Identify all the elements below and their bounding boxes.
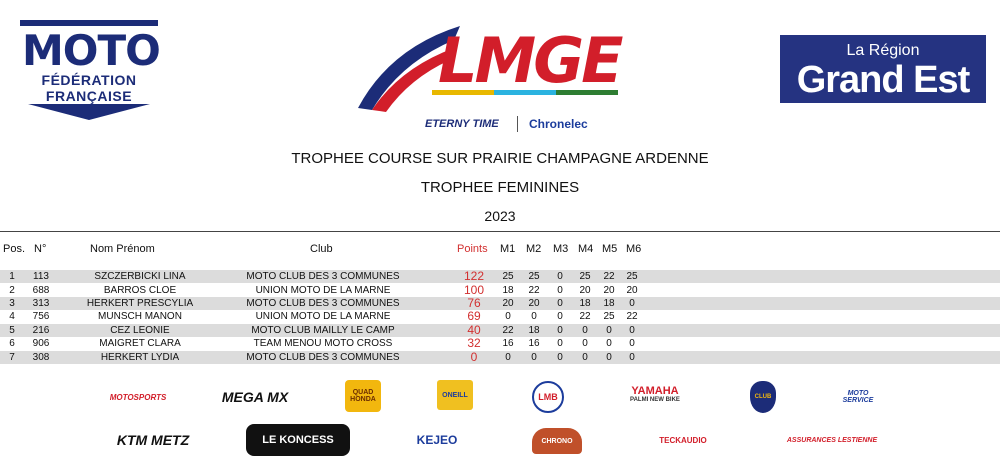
region-line1: La Région — [846, 42, 920, 59]
cell-m6: 20 — [626, 285, 638, 296]
table-row — [0, 351, 1000, 364]
sponsor-name: LMB — [538, 392, 558, 402]
table-row — [0, 270, 1000, 283]
sponsor-name: LE KONCESS — [262, 434, 334, 446]
col-header-pos: Pos. — [3, 243, 26, 255]
cell-m6: 25 — [626, 271, 638, 282]
sponsor-ktm-metz-logo — [114, 430, 192, 450]
sponsor-lestienne-logo — [782, 432, 882, 448]
cell-m3: 0 — [557, 325, 563, 336]
cell-m2: 16 — [528, 338, 540, 349]
cell-m6: 0 — [629, 352, 635, 363]
cell-m4: 20 — [579, 285, 591, 296]
cell-m1: 20 — [502, 298, 514, 309]
cell-m3: 0 — [557, 298, 563, 309]
sponsor-name: MOTOSPORTS — [109, 392, 167, 402]
cell-club: MOTO CLUB MAILLY LE CAMP — [251, 325, 395, 336]
col-header-m4: M4 — [578, 243, 594, 255]
table-row — [0, 337, 1000, 350]
cell-pos: 6 — [9, 338, 15, 349]
page-title: TROPHEE COURSE SUR PRAIRIE CHAMPAGNE ARDENNE — [291, 150, 709, 167]
cell-m4: 0 — [582, 325, 588, 336]
cell-m5: 20 — [603, 285, 615, 296]
sponsor-name: MEGA MX — [221, 389, 289, 405]
cell-m3: 0 — [557, 271, 563, 282]
cell-m5: 18 — [603, 298, 615, 309]
sponsor-quad-logo — [345, 380, 381, 412]
sponsor-moto-service-logo — [834, 386, 882, 408]
cell-num: 113 — [33, 271, 49, 282]
col-header-m1: M1 — [500, 243, 516, 255]
cell-points: 40 — [467, 323, 481, 337]
lmge-logo — [350, 18, 650, 118]
timing-sponsors — [425, 116, 625, 136]
sponsor-sub: PALMI NEW BIKE — [630, 397, 680, 403]
header-divider — [0, 231, 1000, 232]
table-row — [0, 284, 1000, 297]
cell-club: MOTO CLUB DES 3 COMMUNES — [246, 271, 400, 282]
sponsor-motosports-logo — [109, 382, 167, 412]
cell-m3: 0 — [557, 311, 563, 322]
cell-m5: 0 — [606, 352, 612, 363]
cell-m3: 0 — [557, 338, 563, 349]
table-row — [0, 297, 1000, 310]
col-header-m5: M5 — [602, 243, 618, 255]
cell-club: UNION MOTO DE LA MARNE — [255, 285, 391, 296]
cell-m6: 22 — [626, 311, 638, 322]
cell-name: HERKERT PRESCYLIA — [86, 298, 194, 309]
cell-name: MAIGRET CLARA — [99, 338, 181, 349]
cell-m2: 18 — [528, 325, 540, 336]
sponsor-name: QUAD HONDA — [350, 389, 376, 403]
ffm-line2: FRANÇAISE — [45, 88, 133, 104]
ffm-logo — [18, 18, 160, 120]
cell-m3: 0 — [557, 285, 563, 296]
sponsor-yamaha-logo — [622, 385, 688, 409]
cell-points: 32 — [467, 336, 481, 350]
cell-m6: 0 — [629, 338, 635, 349]
cell-m6: 0 — [629, 325, 635, 336]
chronelec-logo: Chronelec — [529, 117, 588, 131]
sponsor-oneill-logo — [437, 380, 473, 410]
cell-num: 216 — [32, 325, 50, 336]
cell-m2: 0 — [531, 311, 537, 322]
eterny-time-logo: ETERNY TIME — [425, 118, 499, 130]
cell-pos: 3 — [9, 298, 15, 309]
sponsor-club-shield-logo — [750, 381, 776, 413]
cell-m1: 18 — [502, 285, 514, 296]
sponsor-name: CHRONO — [541, 437, 573, 445]
region-line2: Grand Est — [796, 59, 970, 101]
col-header-m3: M3 — [553, 243, 569, 255]
cell-points: 76 — [467, 296, 481, 310]
cell-name: CEZ LEONIE — [110, 325, 170, 336]
sponsor-name: KTM METZ — [116, 432, 190, 448]
cell-pos: 2 — [9, 285, 15, 296]
cell-num: 313 — [32, 298, 50, 309]
cell-club: UNION MOTO DE LA MARNE — [255, 311, 391, 322]
cell-points: 0 — [470, 350, 478, 364]
sponsor-name: ONEILL — [442, 391, 468, 399]
cell-pos: 5 — [9, 325, 15, 336]
cell-m4: 0 — [582, 352, 588, 363]
cell-points: 69 — [467, 309, 481, 323]
cell-name: BARROS CLOE — [103, 285, 177, 296]
col-header-num: N° — [34, 243, 47, 255]
sponsor-chrono-logo — [532, 428, 582, 454]
cell-m1: 0 — [505, 352, 511, 363]
cell-m2: 22 — [528, 285, 540, 296]
table-row — [0, 324, 1000, 337]
cell-points: 122 — [463, 269, 485, 283]
cell-num: 308 — [32, 352, 50, 363]
cell-name: MUNSCH MANON — [98, 311, 182, 322]
cell-m4: 18 — [579, 298, 591, 309]
col-header-m6: M6 — [626, 243, 642, 255]
cell-m2: 20 — [528, 298, 540, 309]
table-row — [0, 310, 1000, 323]
sponsor-name: ASSURANCES LESTIENNE — [786, 436, 878, 444]
sponsor-name: KEJEO — [416, 433, 458, 447]
cell-club: MOTO CLUB DES 3 COMMUNES — [246, 352, 400, 363]
cell-points: 100 — [463, 283, 485, 297]
cell-m5: 25 — [603, 311, 615, 322]
cell-num: 688 — [32, 285, 50, 296]
cell-m1: 25 — [502, 271, 514, 282]
cell-m1: 16 — [502, 338, 514, 349]
sponsor-megamx-logo — [218, 384, 292, 410]
sponsor-name: MOTO SERVICE — [842, 390, 874, 404]
ffm-line1: FÉDÉRATION — [41, 72, 137, 88]
cell-club: TEAM MENOU MOTO CROSS — [253, 338, 393, 349]
cell-m4: 22 — [579, 311, 591, 322]
col-header-points: Points — [457, 243, 488, 255]
cell-num: 906 — [32, 338, 50, 349]
cell-m1: 22 — [502, 325, 514, 336]
col-header-name: Nom Prénom — [90, 243, 155, 255]
sponsor-lmb-logo — [532, 381, 564, 413]
cell-club: MOTO CLUB DES 3 COMMUNES — [246, 298, 400, 309]
cell-name: HERKERT LYDIA — [100, 352, 180, 363]
sponsor-name: TECKAUDIO — [659, 435, 707, 445]
cell-name: SZCZERBICKI LINA — [94, 271, 186, 282]
cell-pos: 4 — [9, 311, 15, 322]
sponsor-name: CLUB — [754, 394, 772, 400]
sponsor-le-koncess-logo — [246, 424, 350, 456]
sponsor-kejeo-logo — [406, 430, 468, 450]
divider — [517, 116, 518, 132]
cell-m5: 22 — [603, 271, 615, 282]
cell-m5: 0 — [606, 325, 612, 336]
cell-m2: 0 — [531, 352, 537, 363]
cell-num: 756 — [32, 311, 50, 322]
cell-m2: 25 — [528, 271, 540, 282]
season-year: 2023 — [484, 208, 516, 224]
cell-pos: 7 — [9, 352, 15, 363]
cell-m4: 0 — [582, 338, 588, 349]
lmge-text: LMGE — [438, 24, 621, 97]
cell-m1: 0 — [505, 311, 511, 322]
cell-m5: 0 — [606, 338, 612, 349]
col-header-club: Club — [310, 243, 333, 255]
sponsor-teckaudio-logo — [640, 432, 726, 448]
region-grand-est-logo — [780, 35, 986, 103]
col-header-m2: M2 — [526, 243, 542, 255]
sponsor-name: YAMAHA — [631, 385, 679, 397]
page-subtitle: TROPHEE FEMININES — [420, 179, 580, 196]
cell-m6: 0 — [629, 298, 635, 309]
cell-m3: 0 — [557, 352, 563, 363]
cell-pos: 1 — [9, 271, 15, 282]
cell-m4: 25 — [579, 271, 591, 282]
ffm-moto-text: MOTO — [22, 26, 160, 75]
